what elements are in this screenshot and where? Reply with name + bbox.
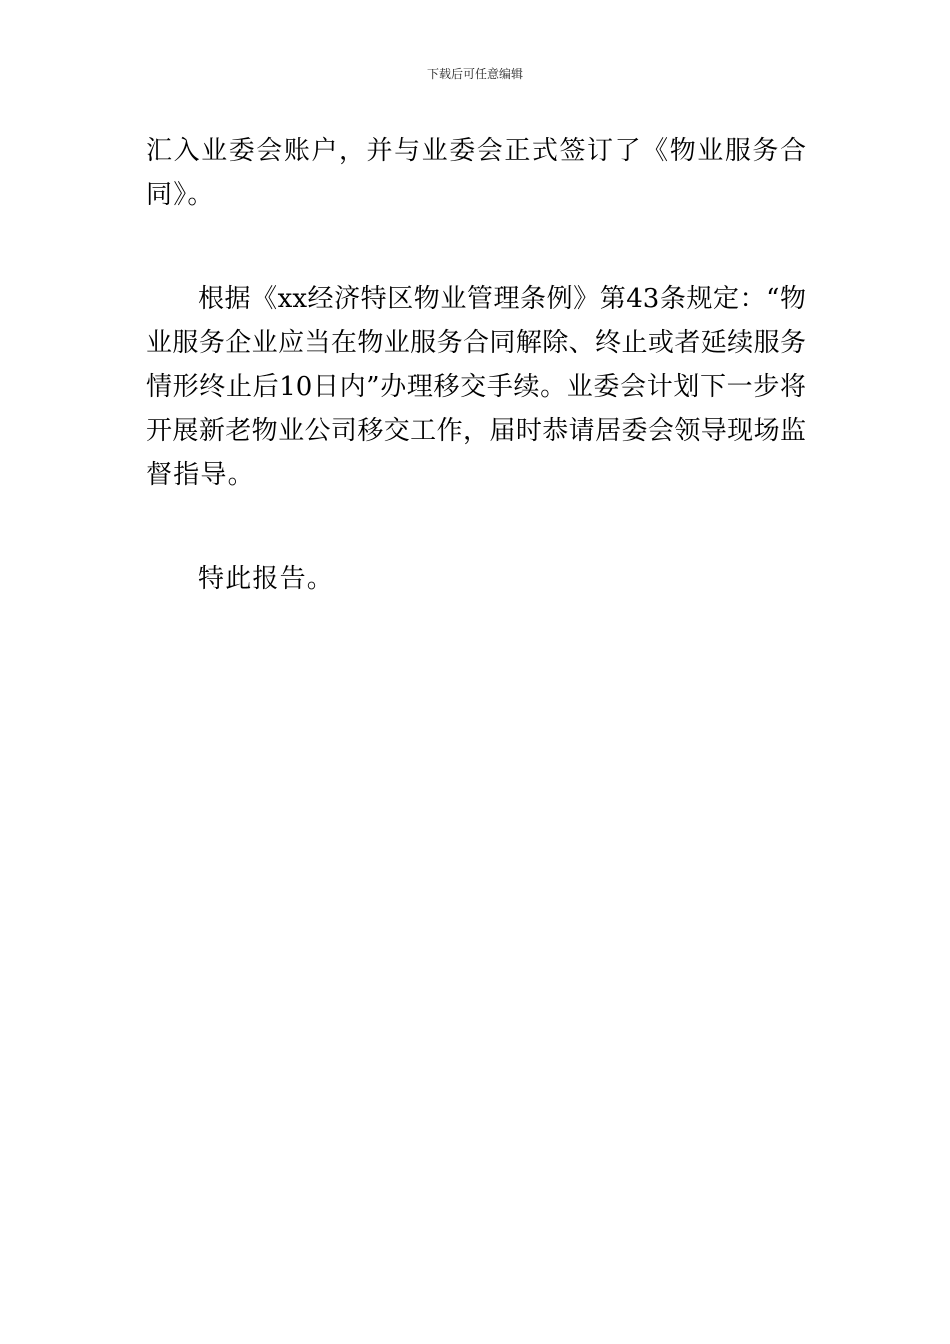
paragraph-line: 汇入业委会账户，并与业委会正式签订了《物业服务合 (146, 136, 806, 166)
paragraph-gap (146, 217, 806, 277)
paragraph-line: 业服务企业应当在物业服务合同解除、终止或者延续服务 (146, 328, 806, 358)
paragraph-line: 根据《xx经济特区物业管理条例》第43条规定：“物 (198, 284, 806, 314)
paragraph (146, 277, 806, 497)
paragraph-line: 督指导。 (146, 460, 255, 490)
paragraph-line: 情形终止后10日内”办理移交手续。业委会计划下一步将 (146, 372, 806, 402)
paragraph (146, 557, 806, 601)
document-body (146, 129, 806, 601)
page-header: 下载后可任意编辑 (426, 67, 523, 81)
paragraph-gap (146, 497, 806, 557)
paragraph-line: 同》。 (146, 180, 215, 210)
paragraph-line: 特此报告。 (198, 564, 335, 594)
paragraph-line: 开展新老物业公司移交工作，届时恭请居委会领导现场监 (146, 416, 806, 446)
paragraph (146, 129, 806, 217)
